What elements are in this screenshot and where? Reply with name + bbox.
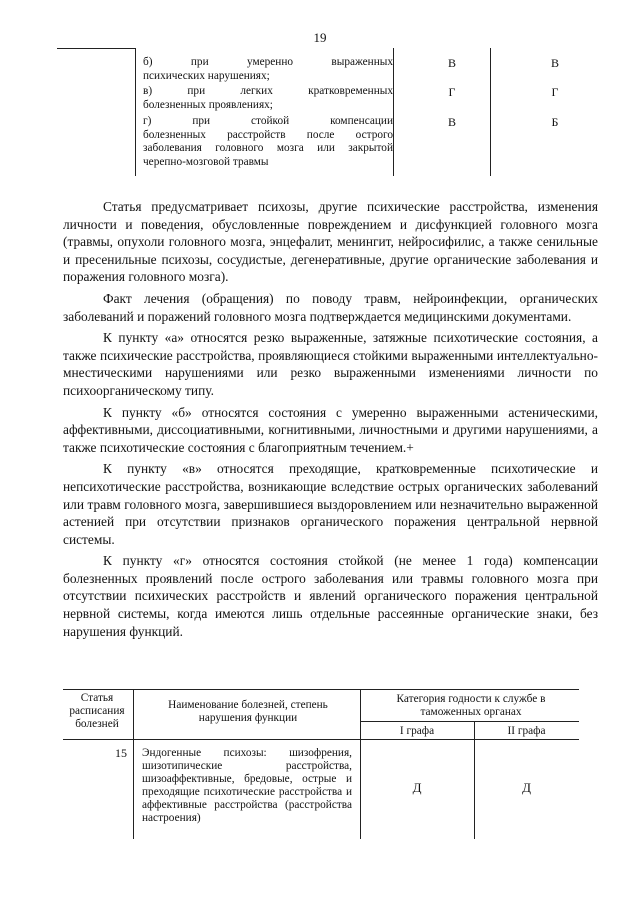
page-number: 19	[313, 30, 327, 45]
table2-header-bottom	[63, 739, 579, 740]
paragraph-1: Статья предусматривает психозы, другие психические расстройства, изменения личности и поведения, обусловленные повреждением и дисфункцией головного мозга (травмы, опухоли головного мозга, энцефалит, менингит, нейросифилис, а также сенильные и пресенильные психозы, сосудистые, дегенеративные, другие органические заболевания и поражения головного мозга).	[63, 199, 598, 285]
table2-category-divider	[360, 721, 579, 722]
paragraph-4: К пункту «б» относятся состояния с умеренно выраженными астеническими, аффективными, диссоциативными, когнитивными, личностными и другими нарушениями, а также психотические состояния с благоприятным течением.+	[63, 404, 598, 455]
table2-top-border	[63, 689, 579, 690]
disease-category-table	[63, 689, 579, 839]
table-row-b	[143, 56, 393, 83]
row-v-cat2: Г	[551, 85, 559, 99]
table2-col-divider-3	[474, 721, 475, 839]
paragraph-2: Факт лечения (обращения) по поводу травм, нейроинфекции, органических заболеваний и поражений головного мозга подтверждается медицинскими документами.	[63, 290, 598, 324]
row-g-text-line1: г) при стойкой компенсации	[143, 115, 393, 127]
paragraph-6: К пункту «г» относятся состояния стойкой (не менее 1 года) компенсации болезненных проявлений после острого заболевания или травмы головного мозга при отсутствии психических расстройств и явлений органического поражения центральной нервной системы, когда имеются лишь отдельные рассеянные органические знаки, без нарушения функций.	[63, 553, 598, 639]
row-disease-name: Эндогенные психозы: шизофрения, шизотипические расстройства, шизоаффективные, бредовые, острые и преходящие психотические расстройства и аффективные расстройства (расстройства настроения)	[142, 747, 352, 824]
top-category-table	[135, 48, 605, 176]
table-top-stub	[57, 48, 135, 49]
row-v-cat1: Г	[448, 85, 456, 99]
row-g-text-rest: болезненных расстройств после острого заболевания головного мозга или закрытой черепно-мозговой травмы	[143, 128, 393, 168]
table2-col-divider-2	[360, 689, 361, 839]
row-v-text-line1: в) при легких кратковременных	[143, 85, 393, 97]
row-g-cat1: В	[447, 115, 456, 129]
row-b-cat2: В	[550, 56, 559, 70]
table-border-mid1	[393, 48, 394, 176]
header-article: Статья расписания болезней	[69, 692, 125, 730]
header-graf-2: II графа	[507, 725, 546, 737]
header-graf-1: I графа	[399, 725, 435, 737]
row-v-text-rest: болезненных проявлениях;	[143, 98, 273, 111]
table-border-mid2	[490, 48, 491, 176]
header-category: Категория годности к службе в таможенных органах	[396, 693, 546, 718]
table-row-v	[143, 85, 393, 112]
table-row-g	[143, 115, 393, 169]
row-article-number: 15	[115, 746, 127, 760]
paragraph-5: К пункту «в» относятся преходящие, кратковременные психотические и непсихотические расстройства, возникающие вследствие острых органических заболеваний или травм головного мозга, завершившиеся выздоровлением или незначительно выраженной астенией при отсутствии признаков органического поражения центральной нервной системы.	[63, 461, 598, 547]
article-body	[63, 198, 598, 644]
row-g-cat2: Б	[551, 115, 559, 129]
row-b-text-line1: б) при умеренно выраженных	[143, 56, 393, 68]
table-border-left	[135, 48, 136, 176]
header-disease-name: Наименование болезней, степень нарушения функции	[168, 699, 328, 724]
row-cat-graf1: Д	[412, 780, 422, 795]
row-b-text-rest: психических нарушениях;	[143, 69, 270, 82]
row-cat-graf2: Д	[522, 780, 531, 795]
paragraph-3: К пункту «а» относятся резко выраженные, затяжные психотические состояния, а также психические расстройства, проявляющиеся стойкими выраженными интеллектуально-мнестическими нарушениями или резко выраженными изменениями личности по психоорганическому типу.	[63, 330, 598, 398]
table2-col-divider-1	[133, 689, 134, 839]
row-b-cat1: В	[447, 56, 456, 70]
